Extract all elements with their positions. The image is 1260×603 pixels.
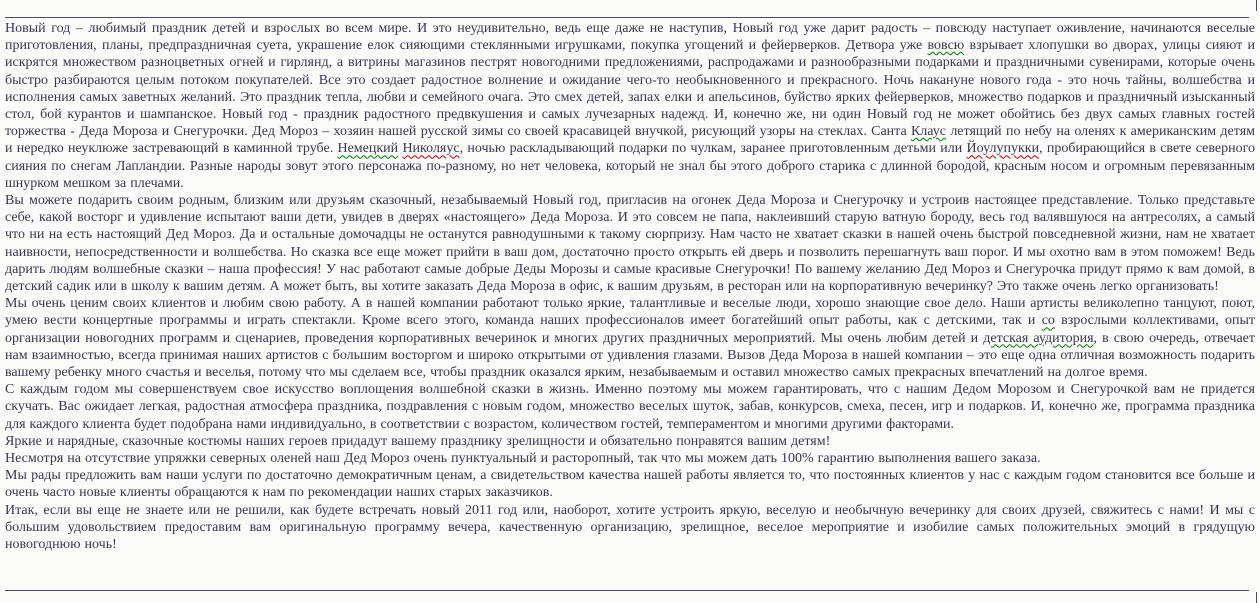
text-run: Итак, если вы еще не знаете или не решили, как будете встречать новый 2011 год или, наоборот, хотите устроить яркую, веселую и необычную вечеринку для своих друзей, свяжитесь с нами! И мы с большим удовольствием предоставим вам оригинальную программу вечера, качественную организацию, зрелищное, веселое мероприятие и изобилие самых положительных эмоций в грядущую новогоднюю ночь!	[5, 502, 1255, 553]
grammar-error-word[interactable]: Клаус	[910, 124, 947, 140]
paragraph	[5, 450, 1255, 467]
grammar-error-word[interactable]: со	[1041, 313, 1055, 329]
text-run: взрослыми коллективами, опыт организации новогодних программ и сценариев, проведения корпоративных вечеринок и многих других праздничных мероприятий. Мы очень любим детей и	[5, 313, 1256, 346]
text-run: , ночью раскладывающий подарки по чулкам, заранее приготовленным детьми или	[459, 141, 967, 157]
page-corner-mark-top-right	[1256, 0, 1257, 11]
paragraph	[5, 502, 1255, 554]
grammar-error-word[interactable]: вовсю	[927, 38, 965, 54]
text-run: Мы рады предложить вам наши услуги по достаточно демократичным ценам, а свидетельством качества нашей работы является то, что постоянных клиентов у нас с каждым годом становится все больше и очень часто новые клиенты обращаются к нам по рекомендации наших старых заказчиков.	[5, 468, 1255, 501]
grammar-error-word[interactable]: детская аудитория	[983, 330, 1094, 346]
text-boundary-top	[5, 17, 1249, 18]
text-run: , в свою очередь, отвечает нам взаимностью, всегда принимая наших артистов с большим восторгом и широко открытыми от удивления глазами. Вызов Деда Мороза в нашей компании – это еще одна отличная возможность подарить вашему ребенку много счастья и веселья, потому что мы сделаем все, чтобы праздник оказался ярким, незабываемым и оставил множество самых прекрасных впечатлений на долгое время.	[5, 330, 1256, 381]
text-run: Мы очень ценим своих клиентов и любим свою работу. А в нашей компании работают только яркие, талантливые и веселые люди, хорошо знающие свое дело. Наши артисты великолепно танцуют, поют, умею вести концертные программы и играть спектакли. Кроме всего этого, команда наших профессионалов имеет богатейший опыт работы, как с детскими, так и	[5, 296, 1255, 329]
text-boundary-bottom	[5, 590, 1249, 591]
paragraph	[5, 433, 1255, 450]
paragraph	[5, 192, 1255, 295]
text-run: взрывает хлопушки во дворах, улицы сияют и искрятся множеством разноцветных огней и гирлянд, а витрины магазинов пестрят новогодними предложениями, распродажами и разнообразными подарками и праздничными сувенирами, которые очень быстро разбираются целым потоком покупателей. Все это создает радостное волнение и ожидание чего-то необыкновенного и прекрасного. Ночь накануне нового года - это ночь тайны, волшебства и исполнения самых заветных желаний. Это праздник тепла, любви и семейного очага. Это смех детей, запах елки и апельсинов, буйство ярких фейерверков, множество подарков и праздничный изысканный стол, бой курантов и шампанское. Новый год - праздник радостного предвкушения и самых лучезарных надежд. И, конечно же, ни один Новый год не может обойтись без двух самых главных гостей торжества - Деда Мороза и Снегурочки. Дед Мороз – хозяин нашей русской зимы со своей красавицей внучкой, рисующий узоры на стеклах. Санта	[5, 38, 1256, 140]
text-run: Вы можете подарить своим родным, близким или друзьям сказочный, незабываемый Новый год, пригласив на огонек Деда Мороза и Снегурочку и устроив настоящее представление. Только представьте себе, какой восторг и удивление испытают ваши дети, увидев в дверях «настоящего» Деда Мороза. И это совсем не папа, наклеивший старую ватную бороду, весь год валявшуюся на антресолях, а самый что ни на есть настоящий Дед Мороз. Да и остальные домочадцы не останутся равнодушными к такому сюрпризу. Нам часто не хватает сказки в нашей очень быстрой повседневной жизни, нам не хватает наивности, непосредственности и волшебства. Но сказка все еще может прийти в ваш дом, достаточно просто открыть ей дверь и позволить перешагнуть ваш порог. И мы охотно вам в этом поможем! Ведь дарить людям волшебные сказки – наша профессия! У нас работают самые добрые Деды Морозы и самые красивые Снегурочки! По вашему желанию Дед Мороз и Снегурочка придут прямо к вам домой, в детский садик или в школу к вашим детям. А может быть, вы хотите заказать Деда Мороза в офис, к вашим друзьям, в ресторан или на корпоративную вечеринку? Это также очень легко организовать!	[5, 193, 1255, 295]
paragraph	[5, 295, 1255, 381]
spelling-error-word[interactable]: Йоулупукки	[966, 141, 1040, 157]
paragraph	[5, 20, 1255, 192]
text-run: Новый год – любимый праздник детей и взрослых во всем мире. И это неудивительно, ведь еще даже не наступив, Новый год уже дарит радость – повсюду наступает оживление, начинаются веселые приготовления, планы, предпраздничная суета, украшение елок сияющими стеклянными игрушками, покупка угощений и фейерверков. Детвора уже	[5, 21, 1255, 54]
text-run: Яркие и нарядные, сказочные костюмы наших героев придадут вашему празднику зрелищности и обязательно понравятся вашим детям!	[5, 433, 831, 449]
spelling-error-word[interactable]: Николяус	[402, 141, 460, 157]
text-run: Несмотря на отсутствие упряжки северных оленей наш Дед Мороз очень пунктуальный и расторопный, так что мы можем дать 100% гарантию выполнения вашего заказа.	[5, 451, 1041, 467]
document-body[interactable]	[5, 20, 1255, 553]
paragraph	[5, 381, 1255, 433]
text-run: , пробирающийся в свете северного сияния по снегам Лапландии. Разные народы зовут этого персонажа по-разному, но нет человека, который не знал бы этого доброго старика с длинной бородой, красным носом и огромным перевязанным шнурком мешком за плечами.	[5, 141, 1256, 191]
page-corner-mark-bottom-right	[1256, 592, 1257, 603]
paragraph	[5, 467, 1255, 501]
grammar-error-word[interactable]: Немецкий	[337, 141, 399, 157]
text-run: летящий по небу на оленях к американским детям и нередко неуклюже застревающий в каминной трубе.	[5, 124, 1255, 157]
text-run: С каждым годом мы совершенствуем свое искусство воплощения волшебной сказки в жизнь. Именно поэтому мы можем гарантировать, что с нашим Дедом Морозом и Снегурочкой вам не придется скучать. Вас ожидает легкая, радостная атмосфера праздника, поздравления с новым годом, множество веселых шуток, забав, конкурсов, смеха, песен, игр и подарков. И, конечно же, программа праздника для каждого клиента будет подобрана нами индивидуально, в соответствии с возрастом, количеством гостей, темпераментом и многими другими факторами.	[5, 382, 1255, 432]
